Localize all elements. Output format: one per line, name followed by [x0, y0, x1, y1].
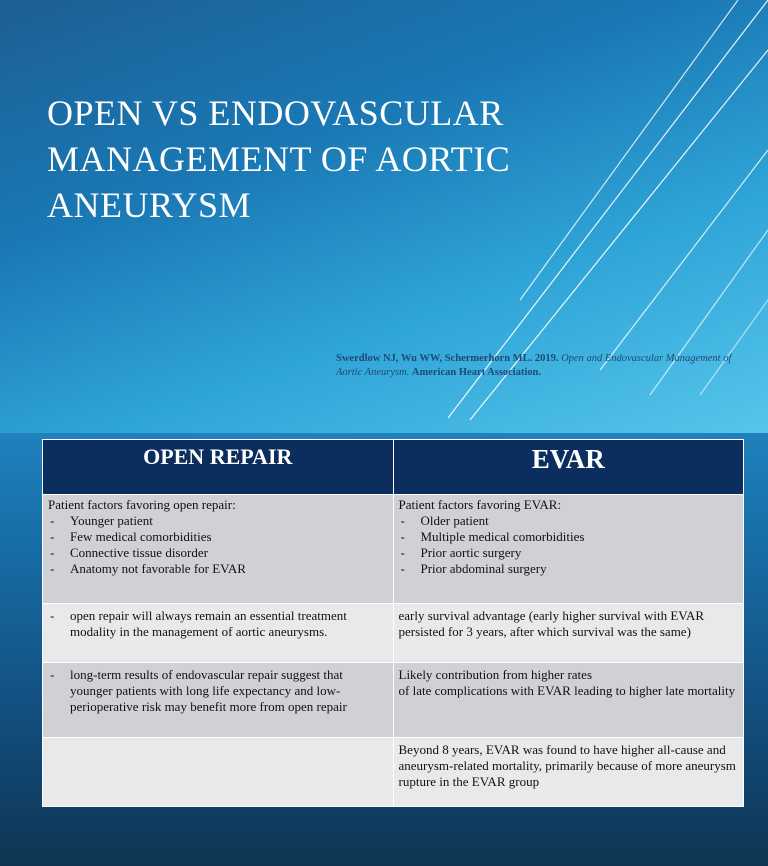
cell-line: of late complications with EVAR leading to higher late mortality — [398, 683, 736, 698]
list-item: - Few medical comorbidities — [48, 529, 388, 545]
bullet-list — [399, 513, 739, 577]
cell-open-factors — [43, 495, 394, 604]
cell-evar-survival: early survival advantage (early higher survival with EVAR persisted for 3 years, after which survival was the same) — [393, 604, 744, 663]
list-item: - Older patient — [399, 513, 739, 529]
cell-evar-complications — [393, 663, 744, 738]
list-item: - Younger patient — [48, 513, 388, 529]
list-item: - open repair will always remain an essential treatment modality in the management of aortic aneurysms. — [48, 608, 388, 640]
cell-line: Likely contribution from higher rates — [398, 667, 593, 682]
bullet-list — [48, 513, 388, 577]
cell-open-long-term — [43, 663, 394, 738]
citation-authors: Swerdlow NJ, Wu WW, Schermerhorn ML. 2019. — [336, 353, 559, 364]
header-evar: EVAR — [393, 440, 744, 495]
cell-open-modality — [43, 604, 394, 663]
cell-heading: Patient factors favoring open repair: — [48, 497, 236, 512]
citation-publisher: American Heart Association. — [411, 367, 542, 378]
title-line: OPEN VS ENDOVASCULAR — [47, 93, 504, 133]
cell-evar-mortality: Beyond 8 years, EVAR was found to have higher all-cause and aneurysm-related mortality, primarily because of more aneurysm rupture in the EVAR group — [393, 738, 744, 807]
list-item: - Prior aortic surgery — [399, 545, 739, 561]
header-open-repair: OPEN REPAIR — [43, 440, 394, 495]
slide-title — [47, 90, 607, 228]
table-row — [43, 738, 744, 807]
list-item: - Multiple medical comorbidities — [399, 529, 739, 545]
cell-heading: Patient factors favoring EVAR: — [398, 497, 562, 512]
list-item: - Anatomy not favorable for EVAR — [48, 561, 388, 577]
list-item: - Prior abdominal surgery — [399, 561, 739, 577]
table-row — [43, 604, 744, 663]
citation — [336, 352, 756, 380]
cell-evar-factors — [393, 495, 744, 604]
cell-open-empty — [43, 738, 394, 807]
title-line: MANAGEMENT OF AORTIC — [47, 139, 511, 179]
table-row — [43, 495, 744, 604]
citation-title: Open and Endovascular Management of Aortic Aneurysm. — [336, 353, 732, 378]
table-header-row — [43, 440, 744, 495]
list-item: - long-term results of endovascular repair suggest that younger patients with long life expectancy and low-perioperative risk may benefit more from open repair — [48, 667, 388, 715]
title-line: ANEURYSM — [47, 185, 252, 225]
table-row — [43, 663, 744, 738]
bullet-list — [48, 667, 388, 715]
bullet-list — [48, 608, 388, 640]
comparison-table — [42, 439, 744, 807]
list-item: - Connective tissue disorder — [48, 545, 388, 561]
